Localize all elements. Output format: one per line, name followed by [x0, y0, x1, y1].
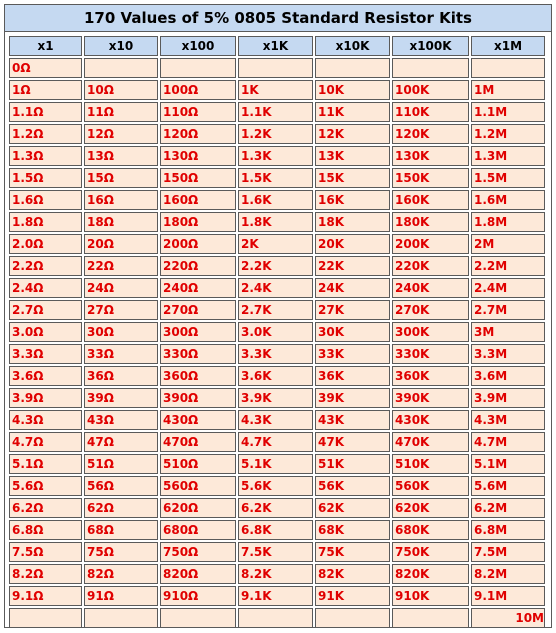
resistor-value-cell: 1.5K [238, 168, 313, 188]
resistor-value-cell: 82Ω [84, 564, 158, 584]
resistor-value-cell: 820K [392, 564, 469, 584]
resistor-value-cell: 68Ω [84, 520, 158, 540]
resistor-value-cell: 24Ω [84, 278, 158, 298]
resistor-value-cell: 120K [392, 124, 469, 144]
column-header-x10k: x10K [315, 36, 390, 56]
resistor-value-cell: 160K [392, 190, 469, 210]
table-row [9, 80, 545, 100]
resistor-value-cell: 390K [392, 388, 469, 408]
resistor-value-cell: 5.1M [471, 454, 545, 474]
resistor-value-cell: 470Ω [160, 432, 236, 452]
resistor-value-cell: 3.9Ω [9, 388, 82, 408]
resistor-value-cell: 200Ω [160, 234, 236, 254]
table-row [9, 124, 545, 144]
column-header-x1k: x1K [238, 36, 313, 56]
resistor-value-cell: 270K [392, 300, 469, 320]
resistor-value-cell: 10K [315, 80, 390, 100]
table-row [9, 454, 545, 474]
resistor-value-cell: 10Ω [84, 80, 158, 100]
resistor-value-cell: 43K [315, 410, 390, 430]
resistor-value-cell [315, 608, 390, 628]
resistor-value-cell: 4.7K [238, 432, 313, 452]
resistor-value-cell: 1.6Ω [9, 190, 82, 210]
resistor-value-cell: 10M [471, 608, 545, 628]
table-row [9, 322, 545, 342]
resistor-value-cell: 1.2M [471, 124, 545, 144]
resistor-value-cell: 2.0Ω [9, 234, 82, 254]
resistor-value-cell: 27K [315, 300, 390, 320]
resistor-value-cell: 680Ω [160, 520, 236, 540]
resistor-value-cell: 430Ω [160, 410, 236, 430]
resistor-value-cell: 9.1M [471, 586, 545, 606]
resistor-value-cell: 1.8K [238, 212, 313, 232]
resistor-value-cell: 5.1Ω [9, 454, 82, 474]
resistor-value-cell [238, 58, 313, 78]
resistor-value-cell: 2.4Ω [9, 278, 82, 298]
resistor-value-cell: 6.8K [238, 520, 313, 540]
resistor-value-cell: 750Ω [160, 542, 236, 562]
resistor-value-cell: 270Ω [160, 300, 236, 320]
resistor-value-cell: 75Ω [84, 542, 158, 562]
resistor-value-cell: 1.2Ω [9, 124, 82, 144]
resistor-value-cell: 9.1K [238, 586, 313, 606]
resistor-value-cell: 1.1Ω [9, 102, 82, 122]
resistor-value-cell [160, 608, 236, 628]
resistor-value-cell: 91Ω [84, 586, 158, 606]
resistor-value-cell: 5.6Ω [9, 476, 82, 496]
resistor-value-cell: 56Ω [84, 476, 158, 496]
resistor-value-cell: 560K [392, 476, 469, 496]
resistor-value-cell: 130Ω [160, 146, 236, 166]
column-header-x1: x1 [9, 36, 82, 56]
resistor-value-cell: 1.1K [238, 102, 313, 122]
resistor-value-cell: 360K [392, 366, 469, 386]
resistor-value-cell: 1.6K [238, 190, 313, 210]
column-header-x10: x10 [84, 36, 158, 56]
table-row [9, 278, 545, 298]
resistor-value-cell: 12Ω [84, 124, 158, 144]
resistor-value-cell: 3.3K [238, 344, 313, 364]
table-row [9, 102, 545, 122]
resistor-value-cell: 3.0K [238, 322, 313, 342]
resistor-value-cell: 2.4K [238, 278, 313, 298]
resistor-value-cell: 470K [392, 432, 469, 452]
resistor-value-cell: 16K [315, 190, 390, 210]
resistor-value-cell: 36K [315, 366, 390, 386]
resistor-value-cell: 9.1Ω [9, 586, 82, 606]
resistor-value-cell: 39Ω [84, 388, 158, 408]
resistor-value-cell: 13Ω [84, 146, 158, 166]
resistor-value-cell: 2.2K [238, 256, 313, 276]
resistor-value-cell: 13K [315, 146, 390, 166]
resistor-value-cell [471, 58, 545, 78]
resistor-value-cell: 2.4M [471, 278, 545, 298]
table-row [9, 146, 545, 166]
resistor-value-cell: 1.5M [471, 168, 545, 188]
table-body [9, 58, 545, 628]
resistor-value-cell: 680K [392, 520, 469, 540]
resistor-value-cell: 91K [315, 586, 390, 606]
resistor-value-cell: 75K [315, 542, 390, 562]
page-title: 170 Values of 5% 0805 Standard Resistor Kits [5, 5, 551, 32]
resistor-value-cell: 30Ω [84, 322, 158, 342]
resistor-value-cell: 3.9M [471, 388, 545, 408]
resistor-value-cell: 910Ω [160, 586, 236, 606]
column-header-x1m: x1M [471, 36, 545, 56]
resistor-value-cell: 11Ω [84, 102, 158, 122]
resistor-value-cell: 18Ω [84, 212, 158, 232]
table-row [9, 542, 545, 562]
resistor-value-cell: 240Ω [160, 278, 236, 298]
table-row [9, 234, 545, 254]
resistor-value-cell: 3.6Ω [9, 366, 82, 386]
table-row [9, 168, 545, 188]
resistor-value-cell: 120Ω [160, 124, 236, 144]
resistor-value-cell: 51K [315, 454, 390, 474]
resistor-value-cell: 750K [392, 542, 469, 562]
resistor-value-cell: 7.5K [238, 542, 313, 562]
resistor-value-cell: 12K [315, 124, 390, 144]
resistor-value-cell: 180Ω [160, 212, 236, 232]
resistor-value-cell: 3.3M [471, 344, 545, 364]
resistor-value-cell: 2M [471, 234, 545, 254]
table-row [9, 344, 545, 364]
resistor-value-cell: 2K [238, 234, 313, 254]
resistor-value-cell: 47K [315, 432, 390, 452]
resistor-value-cell: 100Ω [160, 80, 236, 100]
resistor-value-cell: 330K [392, 344, 469, 364]
table-row [9, 300, 545, 320]
resistor-value-cell: 8.2K [238, 564, 313, 584]
resistor-value-cell: 1Ω [9, 80, 82, 100]
resistor-value-cell: 5.6K [238, 476, 313, 496]
resistor-value-cell: 150Ω [160, 168, 236, 188]
resistor-value-cell: 7.5M [471, 542, 545, 562]
resistor-value-cell: 4.7Ω [9, 432, 82, 452]
resistor-value-cell [84, 608, 158, 628]
resistor-value-cell: 36Ω [84, 366, 158, 386]
resistor-value-cell [392, 608, 469, 628]
resistor-value-cell: 5.6M [471, 476, 545, 496]
resistor-value-cell: 4.7M [471, 432, 545, 452]
resistor-value-cell: 1.5Ω [9, 168, 82, 188]
resistor-value-cell: 1.3M [471, 146, 545, 166]
resistor-value-cell: 1.2K [238, 124, 313, 144]
resistor-value-cell: 510Ω [160, 454, 236, 474]
table-row [9, 410, 545, 430]
table-row [9, 498, 545, 518]
resistor-value-cell: 2.7Ω [9, 300, 82, 320]
resistor-value-cell: 1.8M [471, 212, 545, 232]
table-row [9, 586, 545, 606]
resistor-value-cell: 3.6M [471, 366, 545, 386]
resistor-value-cell: 3.3Ω [9, 344, 82, 364]
table-row [9, 58, 545, 78]
resistor-value-cell: 1.3Ω [9, 146, 82, 166]
resistor-value-cell: 2.2Ω [9, 256, 82, 276]
resistor-value-cell: 220K [392, 256, 469, 276]
resistor-value-cell: 2.7M [471, 300, 545, 320]
table-row [9, 608, 545, 628]
table-row [9, 366, 545, 386]
resistor-value-cell: 3.6K [238, 366, 313, 386]
resistor-value-cell: 27Ω [84, 300, 158, 320]
resistor-value-cell: 33Ω [84, 344, 158, 364]
resistor-value-cell: 1M [471, 80, 545, 100]
resistor-kit-table-frame [4, 4, 552, 628]
resistor-value-cell: 1.3K [238, 146, 313, 166]
resistor-value-cell: 22K [315, 256, 390, 276]
resistor-value-cell: 300K [392, 322, 469, 342]
column-header-x100: x100 [160, 36, 236, 56]
resistor-value-cell: 15Ω [84, 168, 158, 188]
resistor-value-cell: 3.9K [238, 388, 313, 408]
resistor-value-cell: 160Ω [160, 190, 236, 210]
resistor-value-cell: 24K [315, 278, 390, 298]
resistor-value-cell: 30K [315, 322, 390, 342]
resistor-value-cell: 150K [392, 168, 469, 188]
resistor-value-cell [84, 58, 158, 78]
header-row [9, 36, 545, 56]
resistor-value-cell: 1K [238, 80, 313, 100]
resistor-value-cell: 43Ω [84, 410, 158, 430]
table-row [9, 256, 545, 276]
resistor-value-cell: 620K [392, 498, 469, 518]
resistor-value-cell: 82K [315, 564, 390, 584]
resistor-value-cell: 510K [392, 454, 469, 474]
resistor-value-cell: 3.0Ω [9, 322, 82, 342]
resistor-value-cell: 47Ω [84, 432, 158, 452]
resistor-value-cell: 200K [392, 234, 469, 254]
resistor-value-cell: 1.8Ω [9, 212, 82, 232]
table-row [9, 190, 545, 210]
resistor-value-cell: 240K [392, 278, 469, 298]
resistor-value-cell: 820Ω [160, 564, 236, 584]
resistor-value-cell [315, 58, 390, 78]
table-row [9, 432, 545, 452]
resistor-value-cell: 6.2Ω [9, 498, 82, 518]
resistor-value-cell: 4.3K [238, 410, 313, 430]
resistor-value-cell: 56K [315, 476, 390, 496]
resistor-value-cell: 68K [315, 520, 390, 540]
resistor-value-cell: 110Ω [160, 102, 236, 122]
resistor-value-cell: 110K [392, 102, 469, 122]
resistor-value-cell: 100K [392, 80, 469, 100]
resistor-value-cell: 430K [392, 410, 469, 430]
resistor-value-cell: 6.2M [471, 498, 545, 518]
resistor-value-cell: 2.7K [238, 300, 313, 320]
resistor-value-cell: 360Ω [160, 366, 236, 386]
resistor-value-cell: 620Ω [160, 498, 236, 518]
resistor-value-cell [238, 608, 313, 628]
resistor-value-cell: 5.1K [238, 454, 313, 474]
resistor-value-cell: 62K [315, 498, 390, 518]
resistor-value-cell: 20Ω [84, 234, 158, 254]
resistor-value-cell: 6.2K [238, 498, 313, 518]
resistor-value-cell: 390Ω [160, 388, 236, 408]
resistor-value-cell: 8.2M [471, 564, 545, 584]
resistor-value-cell: 7.5Ω [9, 542, 82, 562]
resistor-value-cell: 300Ω [160, 322, 236, 342]
resistor-value-cell: 4.3Ω [9, 410, 82, 430]
resistor-value-cell: 20K [315, 234, 390, 254]
resistor-values-table [7, 34, 547, 630]
resistor-value-cell: 16Ω [84, 190, 158, 210]
resistor-value-cell [160, 58, 236, 78]
resistor-value-cell: 6.8Ω [9, 520, 82, 540]
resistor-value-cell [392, 58, 469, 78]
resistor-value-cell: 0Ω [9, 58, 82, 78]
table-row [9, 476, 545, 496]
resistor-value-cell: 39K [315, 388, 390, 408]
resistor-value-cell: 180K [392, 212, 469, 232]
resistor-value-cell: 1.6M [471, 190, 545, 210]
resistor-value-cell: 4.3M [471, 410, 545, 430]
table-row [9, 388, 545, 408]
resistor-value-cell: 220Ω [160, 256, 236, 276]
resistor-value-cell: 15K [315, 168, 390, 188]
column-header-x100k: x100K [392, 36, 469, 56]
resistor-value-cell: 3M [471, 322, 545, 342]
resistor-value-cell: 330Ω [160, 344, 236, 364]
resistor-value-cell: 1.1M [471, 102, 545, 122]
table-row [9, 212, 545, 232]
resistor-value-cell: 33K [315, 344, 390, 364]
resistor-value-cell: 910K [392, 586, 469, 606]
resistor-value-cell: 130K [392, 146, 469, 166]
resistor-value-cell: 62Ω [84, 498, 158, 518]
resistor-value-cell: 51Ω [84, 454, 158, 474]
resistor-value-cell: 11K [315, 102, 390, 122]
resistor-value-cell: 18K [315, 212, 390, 232]
resistor-value-cell: 6.8M [471, 520, 545, 540]
table-row [9, 564, 545, 584]
resistor-value-cell [9, 608, 82, 628]
resistor-value-cell: 22Ω [84, 256, 158, 276]
table-row [9, 520, 545, 540]
resistor-value-cell: 2.2M [471, 256, 545, 276]
resistor-value-cell: 8.2Ω [9, 564, 82, 584]
resistor-value-cell: 560Ω [160, 476, 236, 496]
